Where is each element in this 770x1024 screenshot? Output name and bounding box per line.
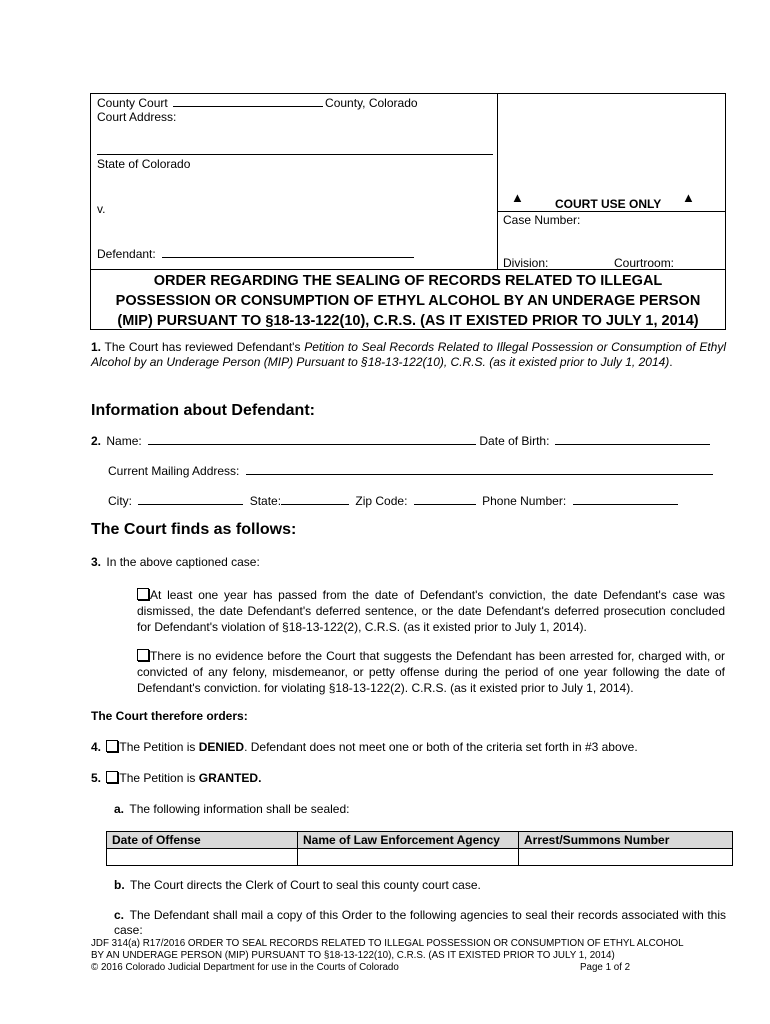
sealed-info-table bbox=[106, 831, 733, 866]
paragraph-1 bbox=[91, 340, 726, 370]
caption-divider bbox=[497, 93, 498, 270]
finds-number: 3. bbox=[91, 555, 102, 569]
footer-page-number: Page 1 of 2 bbox=[580, 962, 631, 973]
info-number: 2. bbox=[91, 434, 102, 448]
denied-word: DENIED bbox=[198, 740, 245, 754]
order-5-row bbox=[91, 771, 261, 786]
denied-text-a: The Petition is bbox=[119, 740, 199, 754]
mailing-label: Current Mailing Address: bbox=[108, 464, 240, 478]
name-label: Name: bbox=[106, 434, 142, 448]
info-heading: Information about Defendant: bbox=[91, 402, 315, 419]
col-date-of-offense: Date of Offense bbox=[107, 832, 298, 849]
granted-text-a: The Petition is bbox=[119, 771, 199, 785]
para1-petition-title: Petition to Seal Records Related to Illegal Possession or Consumption of Ethyl Alcohol by an Underage Person (MIP) Pursuant to §18-13-122(10), C.R.S. (as it existed prior to July 1, 2014) bbox=[91, 340, 726, 369]
order-5a-text: The following information shall be sealed: bbox=[129, 802, 350, 816]
phone-label: Phone Number: bbox=[482, 494, 567, 508]
finds-intro: In the above captioned case: bbox=[106, 555, 260, 569]
arrest-number-cell[interactable] bbox=[519, 849, 733, 866]
footer-line-2: BY AN UNDERAGE PERSON (MIP) PURSUANT TO §18-13-122(10), C.R.S. (AS IT EXISTED PRIOR TO JULY 1, 2014) bbox=[91, 950, 615, 961]
zip-field[interactable] bbox=[414, 493, 476, 505]
county-name-field[interactable] bbox=[173, 95, 323, 107]
triangle-right-icon: ▲ bbox=[682, 190, 695, 205]
caption-box bbox=[90, 93, 726, 270]
order-5a-label: a. bbox=[114, 802, 125, 816]
order-5-number: 5. bbox=[91, 771, 102, 785]
defendant-line bbox=[97, 246, 414, 262]
finding-option-2 bbox=[137, 648, 725, 696]
county-colorado-label: County, Colorado bbox=[325, 96, 418, 110]
court-address-label: Court Address: bbox=[97, 110, 177, 124]
title-line-3: (MIP) PURSUANT TO §18-13-122(10), C.R.S. (AS IT EXISTED PRIOR TO JULY 1, 2014) bbox=[117, 313, 699, 329]
date-of-offense-cell[interactable] bbox=[107, 849, 298, 866]
orders-heading: The Court therefore orders: bbox=[91, 709, 248, 723]
footer-line-1: JDF 314(a) R17/2016 ORDER TO SEAL RECORDS RELATED TO ILLEGAL POSSESSION OR CONSUMPTION OF ETHYL ALCOHOL bbox=[91, 938, 684, 949]
table-header-row bbox=[107, 832, 733, 849]
finding-1-checkbox[interactable] bbox=[137, 588, 149, 600]
defendant-label: Defendant: bbox=[97, 247, 156, 261]
footer-copyright: © 2016 Colorado Judicial Department for use in the Courts of Colorado bbox=[91, 962, 399, 973]
order-title bbox=[90, 271, 726, 331]
table-row bbox=[107, 849, 733, 866]
order-5c-text: The Defendant shall mail a copy of this Order to the following agencies to seal their records associated with this case: bbox=[114, 908, 726, 937]
order-5b-row bbox=[114, 878, 481, 893]
city-field[interactable] bbox=[138, 493, 243, 505]
granted-checkbox[interactable] bbox=[106, 771, 118, 783]
dob-field[interactable] bbox=[555, 433, 710, 445]
case-number-label: Case Number: bbox=[503, 213, 581, 227]
courtroom-label: Courtroom: bbox=[614, 256, 675, 270]
footer-line-3 bbox=[91, 962, 731, 974]
mailing-row bbox=[108, 463, 713, 479]
col-agency-name: Name of Law Enforcement Agency bbox=[298, 832, 519, 849]
dob-label: Date of Birth: bbox=[479, 434, 550, 448]
order-5c-label: c. bbox=[114, 908, 125, 922]
finds-heading: The Court finds as follows: bbox=[91, 521, 297, 538]
denied-checkbox[interactable] bbox=[106, 740, 118, 752]
order-4-number: 4. bbox=[91, 740, 102, 754]
order-4-row bbox=[91, 740, 638, 755]
state-label: State of Colorado bbox=[97, 157, 191, 171]
order-5b-text: The Court directs the Clerk of Court to seal this county court case. bbox=[130, 878, 481, 892]
title-line-1: ORDER REGARDING THE SEALING OF RECORDS RELATED TO ILLEGAL bbox=[153, 273, 663, 289]
order-5b-label: b. bbox=[114, 878, 125, 892]
county-court-line bbox=[97, 95, 418, 111]
city-label: City: bbox=[108, 494, 132, 508]
defendant-field[interactable] bbox=[162, 246, 414, 258]
state-field-label: State: bbox=[249, 494, 282, 508]
triangle-left-icon: ▲ bbox=[511, 190, 524, 205]
county-court-label: County Court bbox=[97, 96, 168, 110]
finding-2-checkbox[interactable] bbox=[137, 649, 149, 661]
finding-2-text: There is no evidence before the Court that suggests the Defendant has been arrested for, charged with, or convicted of any felony, misdemeanor, or petty offense during the period of one year following the date of Defendant's conviction. for violating §18-13-122(2). C.R.S. (as it existed prior to July 1, 2014). bbox=[137, 649, 725, 695]
name-dob-row bbox=[91, 433, 710, 449]
versus-label: v. bbox=[97, 202, 106, 216]
order-5a-row bbox=[114, 802, 349, 817]
court-use-only: COURT USE ONLY bbox=[555, 197, 662, 211]
denied-text-c: . Defendant does not meet one or both of the criteria set forth in #3 above. bbox=[244, 740, 638, 754]
page-footer bbox=[91, 938, 731, 974]
agency-name-cell[interactable] bbox=[298, 849, 519, 866]
order-5c-row bbox=[114, 908, 726, 938]
granted-word: GRANTED. bbox=[198, 771, 262, 785]
finds-intro-row bbox=[91, 555, 260, 570]
finding-1-text: At least one year has passed from the date of Defendant's conviction, the date Defendant's case was dismissed, the date Defendant's deferred sentence, or the date Defendant's deferred prosecution concluded for Defendant's violation of §18-13-122(2), C.R.S. (as it existed prior to July 1, 2014). bbox=[137, 588, 725, 634]
court-address-field[interactable] bbox=[97, 154, 493, 155]
title-line-2: POSSESSION OR CONSUMPTION OF ETHYL ALCOHOL BY AN UNDERAGE PERSON bbox=[115, 293, 701, 309]
para1-number: 1. bbox=[91, 340, 102, 354]
para1-text-b: . bbox=[669, 355, 673, 369]
finding-option-1 bbox=[137, 587, 725, 635]
col-arrest-number: Arrest/Summons Number bbox=[519, 832, 733, 849]
name-field[interactable] bbox=[148, 433, 476, 445]
zip-label: Zip Code: bbox=[355, 494, 408, 508]
para1-text-a: The Court has reviewed Defendant's bbox=[101, 340, 305, 354]
mailing-field[interactable] bbox=[246, 463, 713, 475]
address-row bbox=[108, 493, 678, 509]
division-label: Division: bbox=[503, 256, 549, 270]
phone-field[interactable] bbox=[573, 493, 678, 505]
state-field[interactable] bbox=[281, 493, 349, 505]
